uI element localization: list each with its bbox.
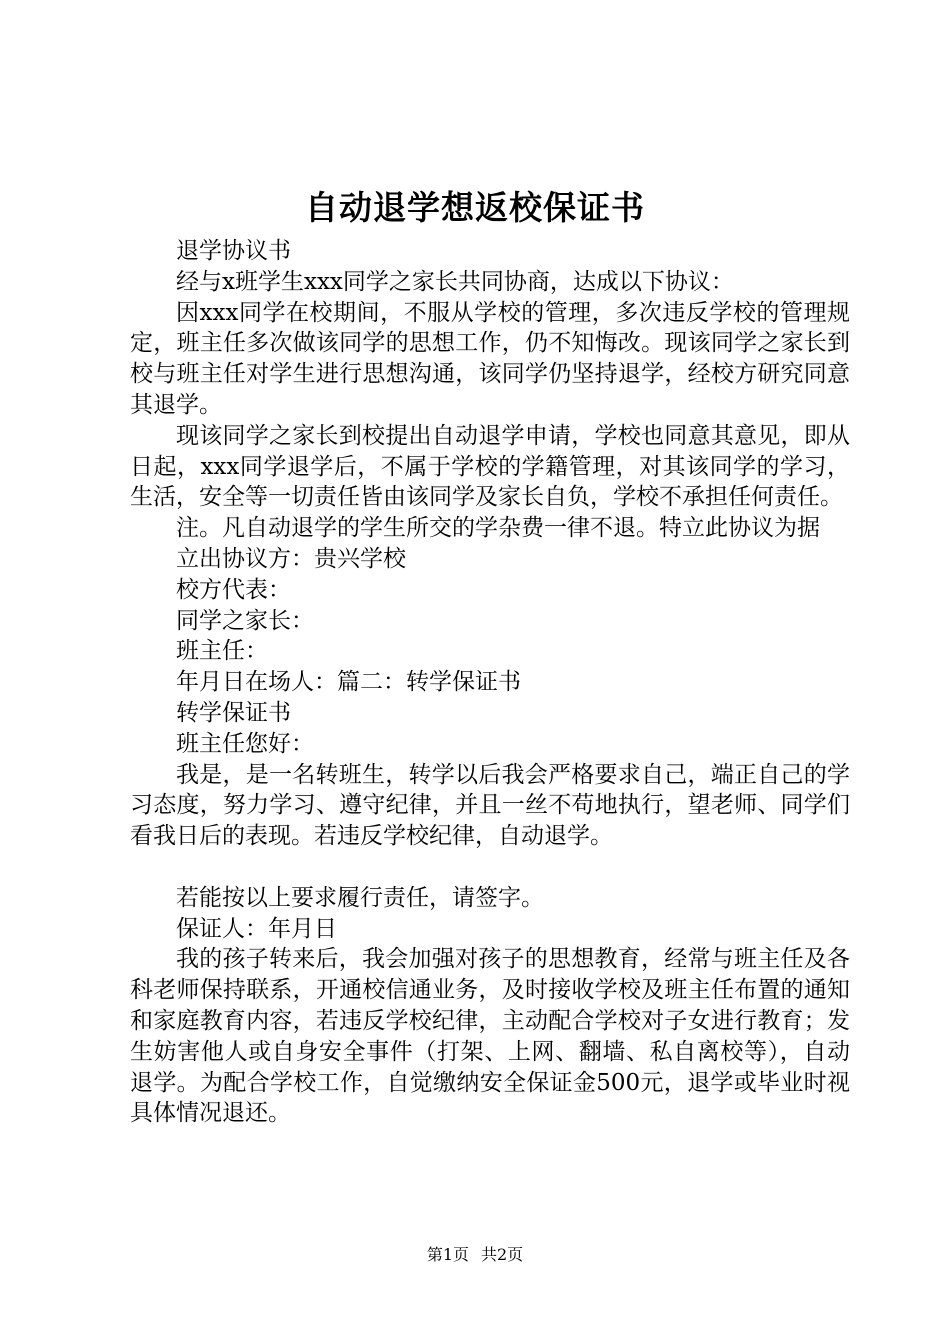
paragraph: 退学协议书 [176, 238, 291, 264]
paragraph: 保证人：年月日 [176, 915, 337, 942]
paragraph: 班主任： [176, 638, 268, 665]
paragraph: 注。凡自动退学的学生所交的学杂费一律不退。特立此协议为据 [176, 515, 820, 542]
paragraph: 若能按以上要求履行责任，请签字。 [176, 884, 544, 911]
paragraph: 现该同学之家长到校提出自动退学申请，学校也同意其意见，即从日起，xxx同学退学后，不属于学校的学籍管理，对其该同学的学习，生活，安全等一切责任皆由该同学及家长自负，学校不承担任何责任。 [130, 422, 850, 511]
paragraph: 我是，是一名转班生，转学以后我会严格要求自己，端正自己的学习态度，努力学习、遵守纪律，并且一丝不苟地执行，望老师、同学们看我日后的表现。若违反学校纪律，自动退学。 [130, 761, 850, 850]
paragraph: 立出协议方：贵兴学校 [176, 545, 406, 572]
page-total: 共2页 [481, 1245, 524, 1264]
paragraph: 班主任您好： [176, 730, 314, 757]
document-body [130, 236, 850, 1129]
document-title: 自动退学想返校保证书 [305, 188, 645, 227]
page-number: 第1页 [426, 1245, 469, 1264]
paragraph: 我的孩子转来后，我会加强对孩子的思想教育，经常与班主任及各科老师保持联系，开通校信通业务，及时接收学校及班主任布置的通知和家庭教育内容，若违反学校纪律，主动配合学校对子女进行教育；发生妨害他人或自身安全事件（打架、上网、翻墙、私自离校等），自动退学。为配合学校工作，自觉缴纳安全保证金500元，退学或毕业时视具体情况退还。 [130, 946, 850, 1127]
paragraph: 同学之家长： [176, 607, 314, 634]
paragraph: 校方代表： [176, 576, 291, 603]
paragraph: 年月日在场人：篇二：转学保证书 [176, 669, 521, 696]
paragraph: 因xxx同学在校期间，不服从学校的管理，多次违反学校的管理规定，班主任多次做该同学的思想工作，仍不知悔改。现该同学之家长到校与班主任对学生进行思想沟通，该同学仍坚持退学，经校方研究同意其退学。 [130, 299, 850, 418]
paragraph: 转学保证书 [176, 699, 291, 726]
paragraph: 经与x班学生xxx同学之家长共同协商，达成以下协议： [176, 268, 734, 295]
page-footer [0, 1243, 950, 1267]
